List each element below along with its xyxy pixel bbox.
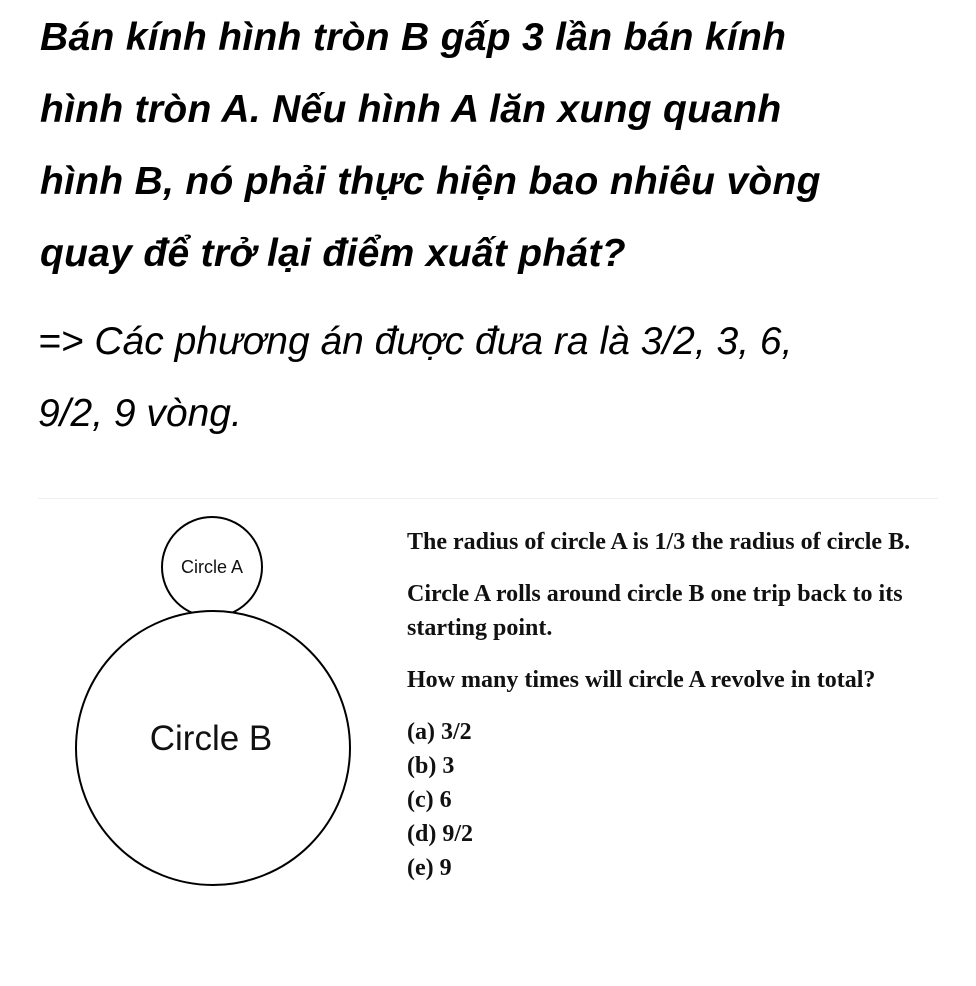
choice-b: (b) 3 bbox=[407, 753, 455, 779]
options-note-line: 9/2, 9 vòng. bbox=[38, 392, 242, 435]
choice-e: (e) 9 bbox=[407, 855, 452, 881]
choice-a: (a) 3/2 bbox=[407, 719, 472, 745]
circles-diagram bbox=[38, 499, 398, 986]
question-line: Bán kính hình tròn B gấp 3 lần bán kính bbox=[40, 16, 787, 59]
answer-choices bbox=[407, 715, 927, 885]
answer-options-note bbox=[38, 306, 968, 450]
figure-text bbox=[407, 525, 927, 885]
choice-d: (d) 9/2 bbox=[407, 821, 473, 847]
question-text bbox=[40, 2, 970, 290]
options-note-line: => Các phương án được đưa ra là 3/2, 3, 6, bbox=[38, 320, 793, 363]
problem-figure bbox=[38, 498, 938, 986]
question-line: hình B, nó phải thực hiện bao nhiêu vòng bbox=[40, 160, 821, 203]
circle-a-label: Circle A bbox=[180, 557, 244, 577]
question-line: quay để trở lại điểm xuất phát? bbox=[40, 232, 626, 275]
rolling-paragraph: Circle A rolls around circle B one trip back to its starting point. bbox=[407, 581, 903, 641]
radius-ratio-paragraph: The radius of circle A is 1/3 the radius of circle B. bbox=[407, 529, 911, 555]
question-paragraph: How many times will circle A revolve in total? bbox=[407, 667, 876, 693]
choice-c: (c) 6 bbox=[407, 787, 452, 813]
circle-b-label: Circle B bbox=[149, 719, 273, 758]
question-line: hình tròn A. Nếu hình A lăn xung quanh bbox=[40, 88, 782, 131]
